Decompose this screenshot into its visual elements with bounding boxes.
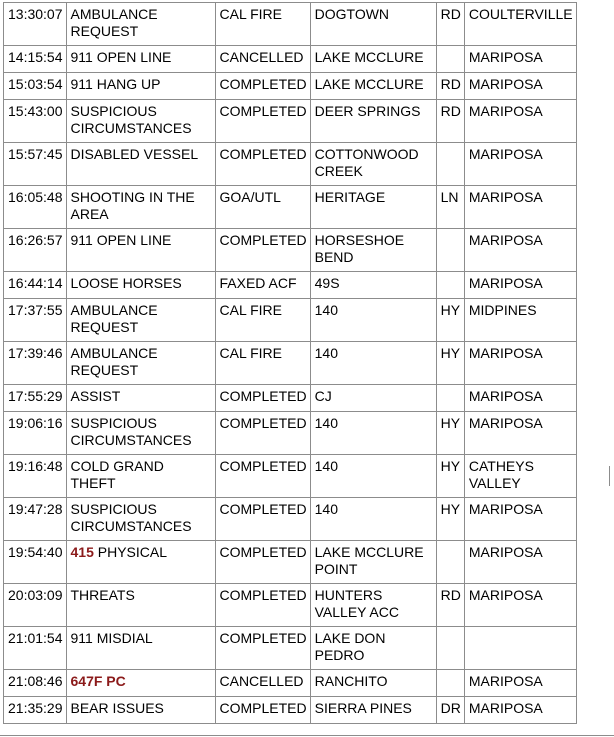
city-cell [464,627,576,670]
location-cell: LAKE MCCLURE POINT [310,541,436,584]
incident-type: LOOSE HORSES [70,275,182,291]
status-cell: COMPLETED [215,143,310,186]
location-cell: HERITAGE [310,186,436,229]
location-cell: 140 [310,498,436,541]
time-cell: 20:03:09 [4,584,67,627]
incident-code: 415 [70,544,94,560]
incident-type-cell [66,385,215,412]
location-cell: DOGTOWN [310,3,436,46]
time-cell: 19:16:48 [4,455,67,498]
incident-type-cell [66,584,215,627]
city-cell: CATHEYS VALLEY [464,455,576,498]
street-suffix-cell: HY [436,455,464,498]
table-row [4,46,577,73]
time-cell: 16:05:48 [4,186,67,229]
city-cell: MARIPOSA [464,412,576,455]
incident-type: 911 OPEN LINE [70,49,172,65]
location-cell: DEER SPRINGS [310,100,436,143]
time-cell: 19:47:28 [4,498,67,541]
status-cell: FAXED ACF [215,272,310,299]
incident-type: 911 MISDIAL [70,630,153,646]
incident-type: SUSPICIOUS CIRCUMSTANCES [70,103,192,136]
street-suffix-cell [436,627,464,670]
status-cell: COMPLETED [215,455,310,498]
incident-type-cell [66,3,215,46]
incident-type-cell [66,670,215,697]
incident-type: THREATS [70,587,135,603]
incident-type: SUSPICIOUS CIRCUMSTANCES [70,501,192,534]
city-cell: MARIPOSA [464,385,576,412]
status-cell: CAL FIRE [215,299,310,342]
incident-type-cell [66,143,215,186]
incident-type-cell [66,272,215,299]
incident-type-cell [66,455,215,498]
city-cell: MARIPOSA [464,498,576,541]
location-cell: HUNTERS VALLEY ACC [310,584,436,627]
time-cell: 19:54:40 [4,541,67,584]
street-suffix-cell: RD [436,3,464,46]
status-cell: COMPLETED [215,229,310,272]
time-cell: 17:39:46 [4,342,67,385]
street-suffix-cell: HY [436,498,464,541]
incident-type: PHYSICAL [93,544,167,560]
incident-type: 911 OPEN LINE [70,232,172,248]
table-row [4,143,577,186]
table-row [4,3,577,46]
street-suffix-cell: DR [436,697,464,724]
location-cell: HORSESHOE BEND [310,229,436,272]
city-cell: MARIPOSA [464,272,576,299]
city-cell: MARIPOSA [464,670,576,697]
status-cell: COMPLETED [215,584,310,627]
street-suffix-cell [436,143,464,186]
time-cell: 17:37:55 [4,299,67,342]
status-cell: COMPLETED [215,498,310,541]
street-suffix-cell [436,229,464,272]
incident-type: BEAR ISSUES [70,700,164,716]
location-cell: 140 [310,455,436,498]
table-row [4,100,577,143]
street-suffix-cell: RD [436,73,464,100]
city-cell: MIDPINES [464,299,576,342]
city-cell: MARIPOSA [464,46,576,73]
status-cell: COMPLETED [215,385,310,412]
table-row [4,186,577,229]
table-row [4,498,577,541]
time-cell: 21:35:29 [4,697,67,724]
location-cell: LAKE MCCLURE [310,46,436,73]
city-cell: MARIPOSA [464,584,576,627]
incident-type: DISABLED VESSEL [70,146,199,162]
city-cell: MARIPOSA [464,229,576,272]
city-cell: MARIPOSA [464,143,576,186]
incident-type-cell [66,498,215,541]
time-cell: 15:43:00 [4,100,67,143]
status-cell: COMPLETED [215,697,310,724]
incident-type-cell [66,412,215,455]
city-cell: MARIPOSA [464,100,576,143]
incident-type-cell [66,186,215,229]
time-cell: 17:55:29 [4,385,67,412]
incident-type-cell [66,627,215,670]
incident-type: SHOOTING IN THE AREA [70,189,195,222]
table-row [4,697,577,724]
street-suffix-cell: RD [436,584,464,627]
incident-type: 911 HANG UP [70,76,161,92]
street-suffix-cell [436,670,464,697]
incident-type: ASSIST [70,388,121,404]
incident-code: 647F PC [70,673,126,689]
status-cell: COMPLETED [215,412,310,455]
status-cell: CANCELLED [215,46,310,73]
city-cell: MARIPOSA [464,73,576,100]
incident-type-cell [66,299,215,342]
table-row [4,584,577,627]
time-cell: 21:08:46 [4,670,67,697]
table-row [4,627,577,670]
table-row [4,299,577,342]
location-cell: CJ [310,385,436,412]
city-cell: COULTERVILLE [464,3,576,46]
time-cell: 15:03:54 [4,73,67,100]
time-cell: 16:44:14 [4,272,67,299]
street-suffix-cell [436,46,464,73]
time-cell: 13:30:07 [4,3,67,46]
call-log-body [4,3,577,724]
street-suffix-cell: HY [436,299,464,342]
location-cell: LAKE DON PEDRO [310,627,436,670]
time-cell: 15:57:45 [4,143,67,186]
location-cell: LAKE MCCLURE [310,73,436,100]
street-suffix-cell: RD [436,100,464,143]
bottom-rule [0,735,614,736]
time-cell: 21:01:54 [4,627,67,670]
time-cell: 19:06:16 [4,412,67,455]
location-cell: 49S [310,272,436,299]
status-cell: COMPLETED [215,73,310,100]
status-cell: COMPLETED [215,627,310,670]
incident-type: AMBULANCE REQUEST [70,345,158,378]
incident-type-cell [66,541,215,584]
table-row [4,541,577,584]
table-row [4,412,577,455]
location-cell: COTTONWOOD CREEK [310,143,436,186]
street-suffix-cell [436,541,464,584]
incident-type-cell [66,46,215,73]
street-suffix-cell: HY [436,342,464,385]
table-row [4,73,577,100]
street-suffix-cell: LN [436,186,464,229]
city-cell: MARIPOSA [464,342,576,385]
street-suffix-cell [436,272,464,299]
time-cell: 14:15:54 [4,46,67,73]
table-row [4,455,577,498]
incident-type: AMBULANCE REQUEST [70,302,158,335]
status-cell: COMPLETED [215,100,310,143]
city-cell: MARIPOSA [464,186,576,229]
street-suffix-cell [436,385,464,412]
location-cell: 140 [310,412,436,455]
page-edge-divider [609,466,610,486]
incident-type: SUSPICIOUS CIRCUMSTANCES [70,415,192,448]
location-cell: RANCHITO [310,670,436,697]
status-cell: COMPLETED [215,541,310,584]
incident-type: COLD GRAND THEFT [70,458,164,491]
table-row [4,229,577,272]
incident-type-cell [66,342,215,385]
call-log-table [3,2,577,724]
city-cell: MARIPOSA [464,541,576,584]
status-cell: CANCELLED [215,670,310,697]
status-cell: CAL FIRE [215,3,310,46]
incident-type-cell [66,697,215,724]
table-row [4,342,577,385]
status-cell: CAL FIRE [215,342,310,385]
incident-type-cell [66,73,215,100]
city-cell: MARIPOSA [464,697,576,724]
incident-type-cell [66,229,215,272]
incident-type: AMBULANCE REQUEST [70,6,158,39]
table-row [4,385,577,412]
street-suffix-cell: HY [436,412,464,455]
status-cell: GOA/UTL [215,186,310,229]
table-row [4,272,577,299]
location-cell: 140 [310,299,436,342]
table-row [4,670,577,697]
incident-type-cell [66,100,215,143]
location-cell: 140 [310,342,436,385]
time-cell: 16:26:57 [4,229,67,272]
location-cell: SIERRA PINES [310,697,436,724]
